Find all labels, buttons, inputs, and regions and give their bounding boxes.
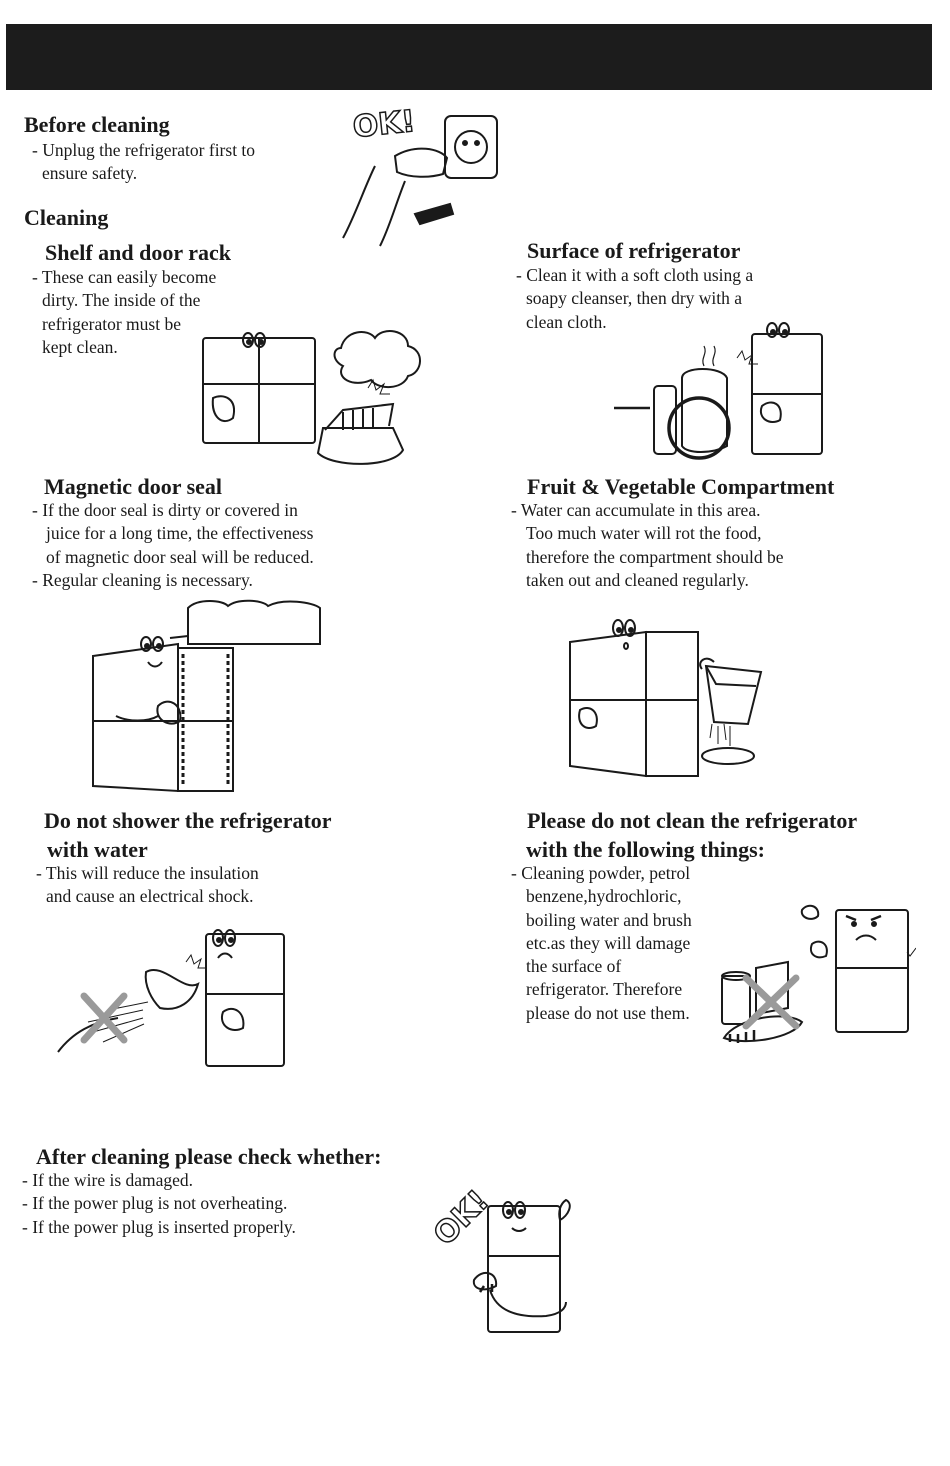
text-line: juice for a long time, the effectiveness	[46, 523, 314, 544]
after-text	[22, 1169, 296, 1239]
text-line: - Water can accumulate in this area.	[511, 500, 761, 520]
text-line: - Cleaning powder, petrol	[511, 863, 691, 883]
donot-heading	[527, 806, 857, 864]
unplug-ok-illustration	[335, 96, 515, 258]
text-line: - If the power plug is not overheating.	[22, 1193, 288, 1214]
text-line: etc.as they will damage	[526, 932, 691, 953]
text-line: - If the door seal is dirty or covered in	[32, 500, 298, 520]
text-line: dirty. The inside of the	[42, 290, 201, 311]
before-cleaning-text	[32, 139, 255, 186]
seal-text	[32, 499, 314, 592]
shelf-text	[32, 266, 216, 359]
shower-text	[36, 862, 259, 909]
after-heading: After cleaning please check whether:	[36, 1144, 382, 1169]
ok-label: OK!	[427, 1183, 496, 1253]
ok-plug-illustration	[426, 1160, 584, 1338]
text-line: - Regular cleaning is necessary.	[32, 569, 253, 590]
text-line: - Clean it with a soft cloth using a	[516, 265, 754, 285]
heading-line: Please do not clean the refrigerator	[527, 808, 858, 833]
no-shower-illustration	[48, 922, 290, 1070]
fruit-text	[511, 499, 784, 592]
text-line: taken out and cleaned regularly.	[526, 569, 749, 590]
text-line: - This will reduce the insulation	[36, 863, 259, 883]
heading-line: with water	[47, 837, 148, 862]
text-line: refrigerator. Therefore	[526, 979, 683, 1000]
cleaning-heading: Cleaning	[24, 205, 109, 230]
text-line: ensure safety.	[42, 163, 138, 184]
heading-line: Do not shower the refrigerator	[44, 808, 332, 833]
fruit-heading: Fruit & Vegetable Compartment	[527, 474, 835, 499]
text-line: boiling water and brush	[526, 909, 692, 930]
no-chemicals-illustration	[716, 898, 916, 1046]
surface-heading: Surface of refrigerator	[527, 238, 741, 263]
shelf-heading: Shelf and door rack	[45, 240, 232, 265]
ok-label: OK!	[351, 103, 417, 146]
text-line: Too much water will rot the food,	[526, 523, 762, 544]
text-line: - If the power plug is inserted properly.	[22, 1216, 296, 1237]
text-line: soapy cleanser, then dry with a	[526, 288, 743, 309]
vegetable-drawer-illustration	[566, 614, 786, 784]
header-bar	[6, 24, 932, 90]
door-seal-illustration	[88, 596, 328, 796]
text-line: please do not use them.	[526, 1002, 690, 1023]
text-line: - If the wire is damaged.	[22, 1170, 194, 1190]
shower-heading	[44, 806, 332, 864]
text-line: the surface of	[526, 956, 622, 977]
text-line: kept clean.	[42, 336, 118, 357]
text-line: clean cloth.	[526, 311, 607, 332]
shelf-cleaning-illustration	[193, 318, 433, 470]
before-cleaning-heading: Before cleaning	[24, 112, 170, 137]
text-line: benzene,hydrochloric,	[526, 886, 682, 907]
surface-cleaning-illustration	[612, 316, 832, 464]
text-line: of magnetic door seal will be reduced.	[46, 546, 314, 567]
donot-text	[511, 862, 692, 1025]
heading-line: with the following things:	[526, 837, 765, 862]
text-line: - Unplug the refrigerator first to	[32, 140, 256, 160]
text-line: therefore the compartment should be	[526, 546, 784, 567]
text-line: - These can easily become	[32, 267, 217, 287]
text-line: and cause an electrical shock.	[46, 886, 254, 907]
text-line: refrigerator must be	[42, 313, 181, 334]
seal-heading: Magnetic door seal	[44, 474, 223, 499]
